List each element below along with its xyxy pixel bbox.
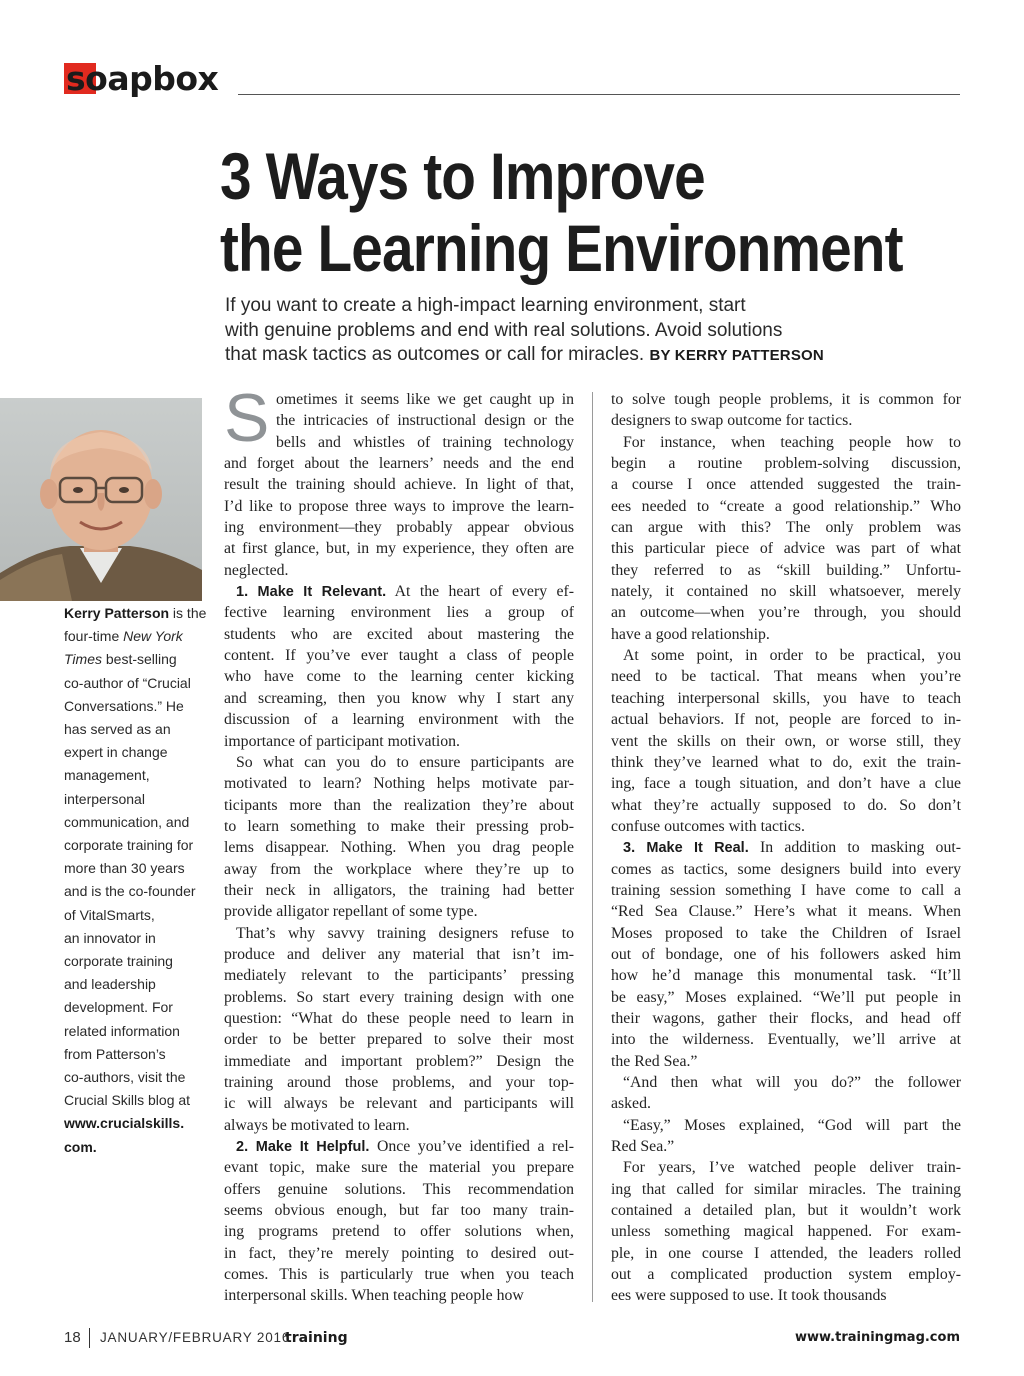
body-line: into the wilderness. Eventually, we’ll arrive at xyxy=(611,1031,961,1049)
bio-line: from Patterson’s xyxy=(64,1045,166,1062)
body-line: bells and whistles of training technology xyxy=(276,433,574,451)
bio-line: co-authors, visit the xyxy=(64,1069,186,1086)
body-line: For instance, when teaching people how to xyxy=(623,433,961,451)
body-line: to learn something to make their pressing prob- xyxy=(224,817,574,835)
body-line: offers genuine solutions. This recommendation xyxy=(224,1180,574,1198)
body-line: problems. So start every training design with one xyxy=(224,988,574,1006)
body-line: a course I once attended suggested the train- xyxy=(611,476,961,494)
drop-cap: S xyxy=(224,380,270,456)
bio-line: related information xyxy=(64,1022,180,1039)
body-line: content. If you’ve ever taught a class of people xyxy=(224,647,574,665)
body-line: I’d like to propose three ways to improve the learn- xyxy=(224,497,574,515)
bio-line: and leadership xyxy=(64,976,156,993)
subhead: 2. Make It Helpful. xyxy=(236,1139,370,1156)
body-line: asked. xyxy=(611,1095,651,1113)
bio-line: Conversations.” He xyxy=(64,697,184,714)
body-line: begin a routine problem-solving discussion, xyxy=(611,455,961,473)
issue-date: JANUARY/FEBRUARY 2016 xyxy=(100,1330,291,1345)
body-line: always be motivated to learn. xyxy=(224,1116,410,1134)
body-line: what they’re actually supposed to do. So don’t xyxy=(611,796,961,814)
bio-text: four-time xyxy=(64,628,124,645)
deck-line-text: that mask tactics as outcomes or call for miracles. xyxy=(225,344,645,365)
subhead: 3. Make It Real. xyxy=(623,840,749,857)
bio-line: more than 30 years xyxy=(64,860,185,877)
magazine-url: www.trainingmag.com xyxy=(794,1330,960,1345)
bio-line: Crucial Skills blog at xyxy=(64,1092,191,1109)
bio-line: an innovator in xyxy=(64,929,156,946)
body-line: training around those problems, and your top- xyxy=(224,1074,574,1091)
body-column-1 xyxy=(224,389,574,1307)
body-line: their neck in alligators, the training had better xyxy=(224,881,574,899)
body-line: away from the workplace where they’re up to xyxy=(224,860,574,878)
body-line: ometimes it seems like we get caught up in xyxy=(276,391,574,408)
headline-line-1: 3 Ways to Improve xyxy=(220,139,705,213)
body-line: ing programs pretend to offer solutions when, xyxy=(224,1223,574,1241)
section-rule xyxy=(238,94,960,95)
body-line xyxy=(224,1136,574,1157)
body-line: interpersonal skills. When teaching people how xyxy=(224,1287,524,1305)
body-line: out of bondage, one of his followers asked him xyxy=(611,945,961,963)
body-line: ple, in one course I attended, the leaders rolled xyxy=(611,1244,961,1262)
footer-divider xyxy=(89,1328,90,1348)
bio-line: of VitalSmarts, xyxy=(64,906,155,923)
body-line: the intricacies of instructional design or the xyxy=(276,412,574,430)
bio-line: communication, and xyxy=(64,813,190,830)
body-line: who have come to the learning center kicking xyxy=(224,668,574,686)
bio-text: is the xyxy=(169,605,207,621)
body-line: “Red Sea Clause.” Here’s what it means. When xyxy=(611,903,961,921)
body-line: evant topic, make sure the material you prepare xyxy=(224,1159,574,1177)
body-line: ees needed to “create a good relationship.” Who xyxy=(611,497,961,515)
body-line: ing that called for similar miracles. The training xyxy=(611,1180,961,1198)
body-line: discussion of a learning environment with the xyxy=(224,711,574,729)
body-line: designers to swap outcome for tactics. xyxy=(611,412,853,430)
body-line: order to be better prepared to solve their most xyxy=(224,1031,574,1049)
bio-url: www.crucialskills. xyxy=(64,1115,185,1132)
bio-italic: Times xyxy=(64,651,102,668)
body-line: in fact, they’re merely pointing to desired out- xyxy=(224,1244,574,1262)
body-line: At some point, in order to be practical, you xyxy=(623,647,961,665)
body-line: ing, face a tough situation, and don’t have a clue xyxy=(611,775,961,793)
body-line: comes as tactics, some designers build into every xyxy=(611,860,961,878)
body-line: need to be tactical. That means when you’re xyxy=(611,668,961,686)
bio-line: development. For xyxy=(64,999,173,1016)
body-line-text: At the heart of every ef- xyxy=(394,583,574,601)
body-line: nately, it contained no skill whatsoever, merely xyxy=(611,583,961,601)
bio-line xyxy=(64,648,214,671)
section-header xyxy=(64,60,960,98)
bio-text: best-selling xyxy=(102,651,177,668)
bio-url: com. xyxy=(64,1138,97,1155)
body-line: Moses proposed to take the Children of Israel xyxy=(611,924,961,942)
byline: BY KERRY PATTERSON xyxy=(649,347,824,364)
body-line: result the training should achieve. In light of that, xyxy=(224,476,574,494)
body-line: mediately relevant to the participants’ pressing xyxy=(224,967,574,985)
body-line: provide alligator repellant of some type. xyxy=(224,903,478,921)
body-line: That’s why savvy training designers refuse to xyxy=(236,924,574,942)
body-line: confuse outcomes with tactics. xyxy=(611,817,805,835)
body-line: training session something I have come to call a xyxy=(611,881,961,899)
body-line: neglected. xyxy=(224,561,289,579)
body-line: think they’ve learned what to do, exit the train- xyxy=(611,753,961,771)
bio-line xyxy=(64,625,214,648)
bio-line: and is the co-founder xyxy=(64,883,196,900)
column-rule xyxy=(592,392,593,1302)
body-line: teaching interpersonal skills, you have to teach xyxy=(611,689,961,707)
body-line: motivated to learn? Nothing helps motivate par- xyxy=(224,775,574,793)
bio-italic: New York xyxy=(123,628,183,645)
body-line-text: In addition to masking out- xyxy=(759,839,961,857)
body-line: this particular piece of advice was part of what xyxy=(611,540,961,558)
body-line: ticipants more than the realization they’re about xyxy=(224,796,574,814)
magazine-name: training xyxy=(285,1330,348,1346)
body-line: contained a detailed plan, but it wouldn’t work xyxy=(611,1202,961,1220)
section-label: soapbox xyxy=(66,59,219,98)
bio-url-line xyxy=(64,1136,214,1159)
bio-line: co-author of “Crucial xyxy=(64,674,191,691)
author-bio xyxy=(64,602,214,1159)
body-line: at first glance, but, in my experience, they often are xyxy=(224,540,574,558)
body-line: actual behaviors. If not, people are forced to in- xyxy=(611,711,961,729)
body-line: immediate and important problem?” Design the xyxy=(224,1052,574,1070)
body-line: “And then what will you do?” the follower xyxy=(623,1074,961,1091)
body-line: out a complicated production system employ- xyxy=(611,1266,961,1284)
body-line: can argue with this? The only problem was xyxy=(611,519,961,537)
body-line: how he’d manage this monumental task. “It’ll xyxy=(611,967,961,985)
body-line: and forget about the learners’ needs and the end xyxy=(224,455,574,473)
bio-name: Kerry Patterson xyxy=(64,605,170,621)
page-footer xyxy=(64,1326,960,1350)
body-line: lems disappear. Nothing. When you drag people xyxy=(224,839,574,857)
body-line-text: Once you’ve identified a rel- xyxy=(376,1138,574,1156)
body-line: Red Sea.” xyxy=(611,1138,675,1156)
body-line: ic will always be relevant and participants will xyxy=(224,1095,574,1113)
body-line: to solve tough people problems, it is common for xyxy=(611,391,961,408)
body-line: the Red Sea.” xyxy=(611,1052,698,1070)
body-line: they referred to as “skill building.” Unfortu- xyxy=(611,561,961,579)
body-line: an outcome—when you’re through, you should xyxy=(611,604,961,622)
deck-line: If you want to create a high-impact learning environment, start xyxy=(225,295,746,316)
bio-line: management, xyxy=(64,767,150,784)
body-line: So what can you do to ensure participants are xyxy=(236,753,574,771)
bio-line: corporate training xyxy=(64,953,173,970)
body-column-2 xyxy=(611,389,961,1307)
author-portrait-illustration xyxy=(0,398,202,601)
bio-line: corporate training for xyxy=(64,837,194,854)
subhead: 1. Make It Relevant. xyxy=(236,584,387,601)
body-line: vent the skills on their own, or worse still, they xyxy=(611,732,961,750)
headline xyxy=(220,139,903,285)
body-line xyxy=(611,837,961,858)
deck-line-last xyxy=(225,343,925,369)
body-line: “Easy,” Moses explained, “God will part the xyxy=(623,1116,961,1134)
bio-line: expert in change xyxy=(64,744,168,761)
deck xyxy=(225,294,925,369)
body-line: be easy,” Moses explained. “We’ll put people in xyxy=(611,988,961,1006)
body-line: have a good relationship. xyxy=(611,625,770,643)
body-line: unless something magical happened. For exam- xyxy=(611,1223,961,1241)
body-line: fective learning environment lies a group of xyxy=(224,604,574,622)
bio-line: has served as an xyxy=(64,721,171,738)
body-line: For years, I’ve watched people deliver train- xyxy=(623,1159,961,1177)
bio-line: interpersonal xyxy=(64,790,145,807)
bio-line xyxy=(64,602,214,625)
headline-line-2: the Learning Environment xyxy=(220,211,903,285)
bio-url-line xyxy=(64,1112,214,1135)
body-line: produce and deliver any material that isn’t im- xyxy=(224,945,574,963)
body-line: students who are excited about mastering the xyxy=(224,625,574,643)
page-number: 18 xyxy=(64,1329,81,1346)
body-line: and screaming, then you know why I start any xyxy=(224,689,574,707)
body-line: their wagons, gather their flocks, and head off xyxy=(611,1009,961,1027)
body-line: comes. This is particularly true when you teach xyxy=(224,1266,574,1284)
deck-line: with genuine problems and end with real solutions. Avoid solutions xyxy=(225,319,783,341)
body-line: seems obvious enough, but far too many train- xyxy=(224,1202,574,1220)
body-line: importance of participant motivation. xyxy=(224,732,461,750)
body-line: ing environment—they probably appear obvious xyxy=(224,519,574,537)
body-line: question: “What do these people need to learn in xyxy=(224,1009,574,1027)
author-photo xyxy=(0,398,202,601)
body-line xyxy=(224,581,574,602)
body-line: ees were supposed to use. It took thousands xyxy=(611,1287,887,1305)
